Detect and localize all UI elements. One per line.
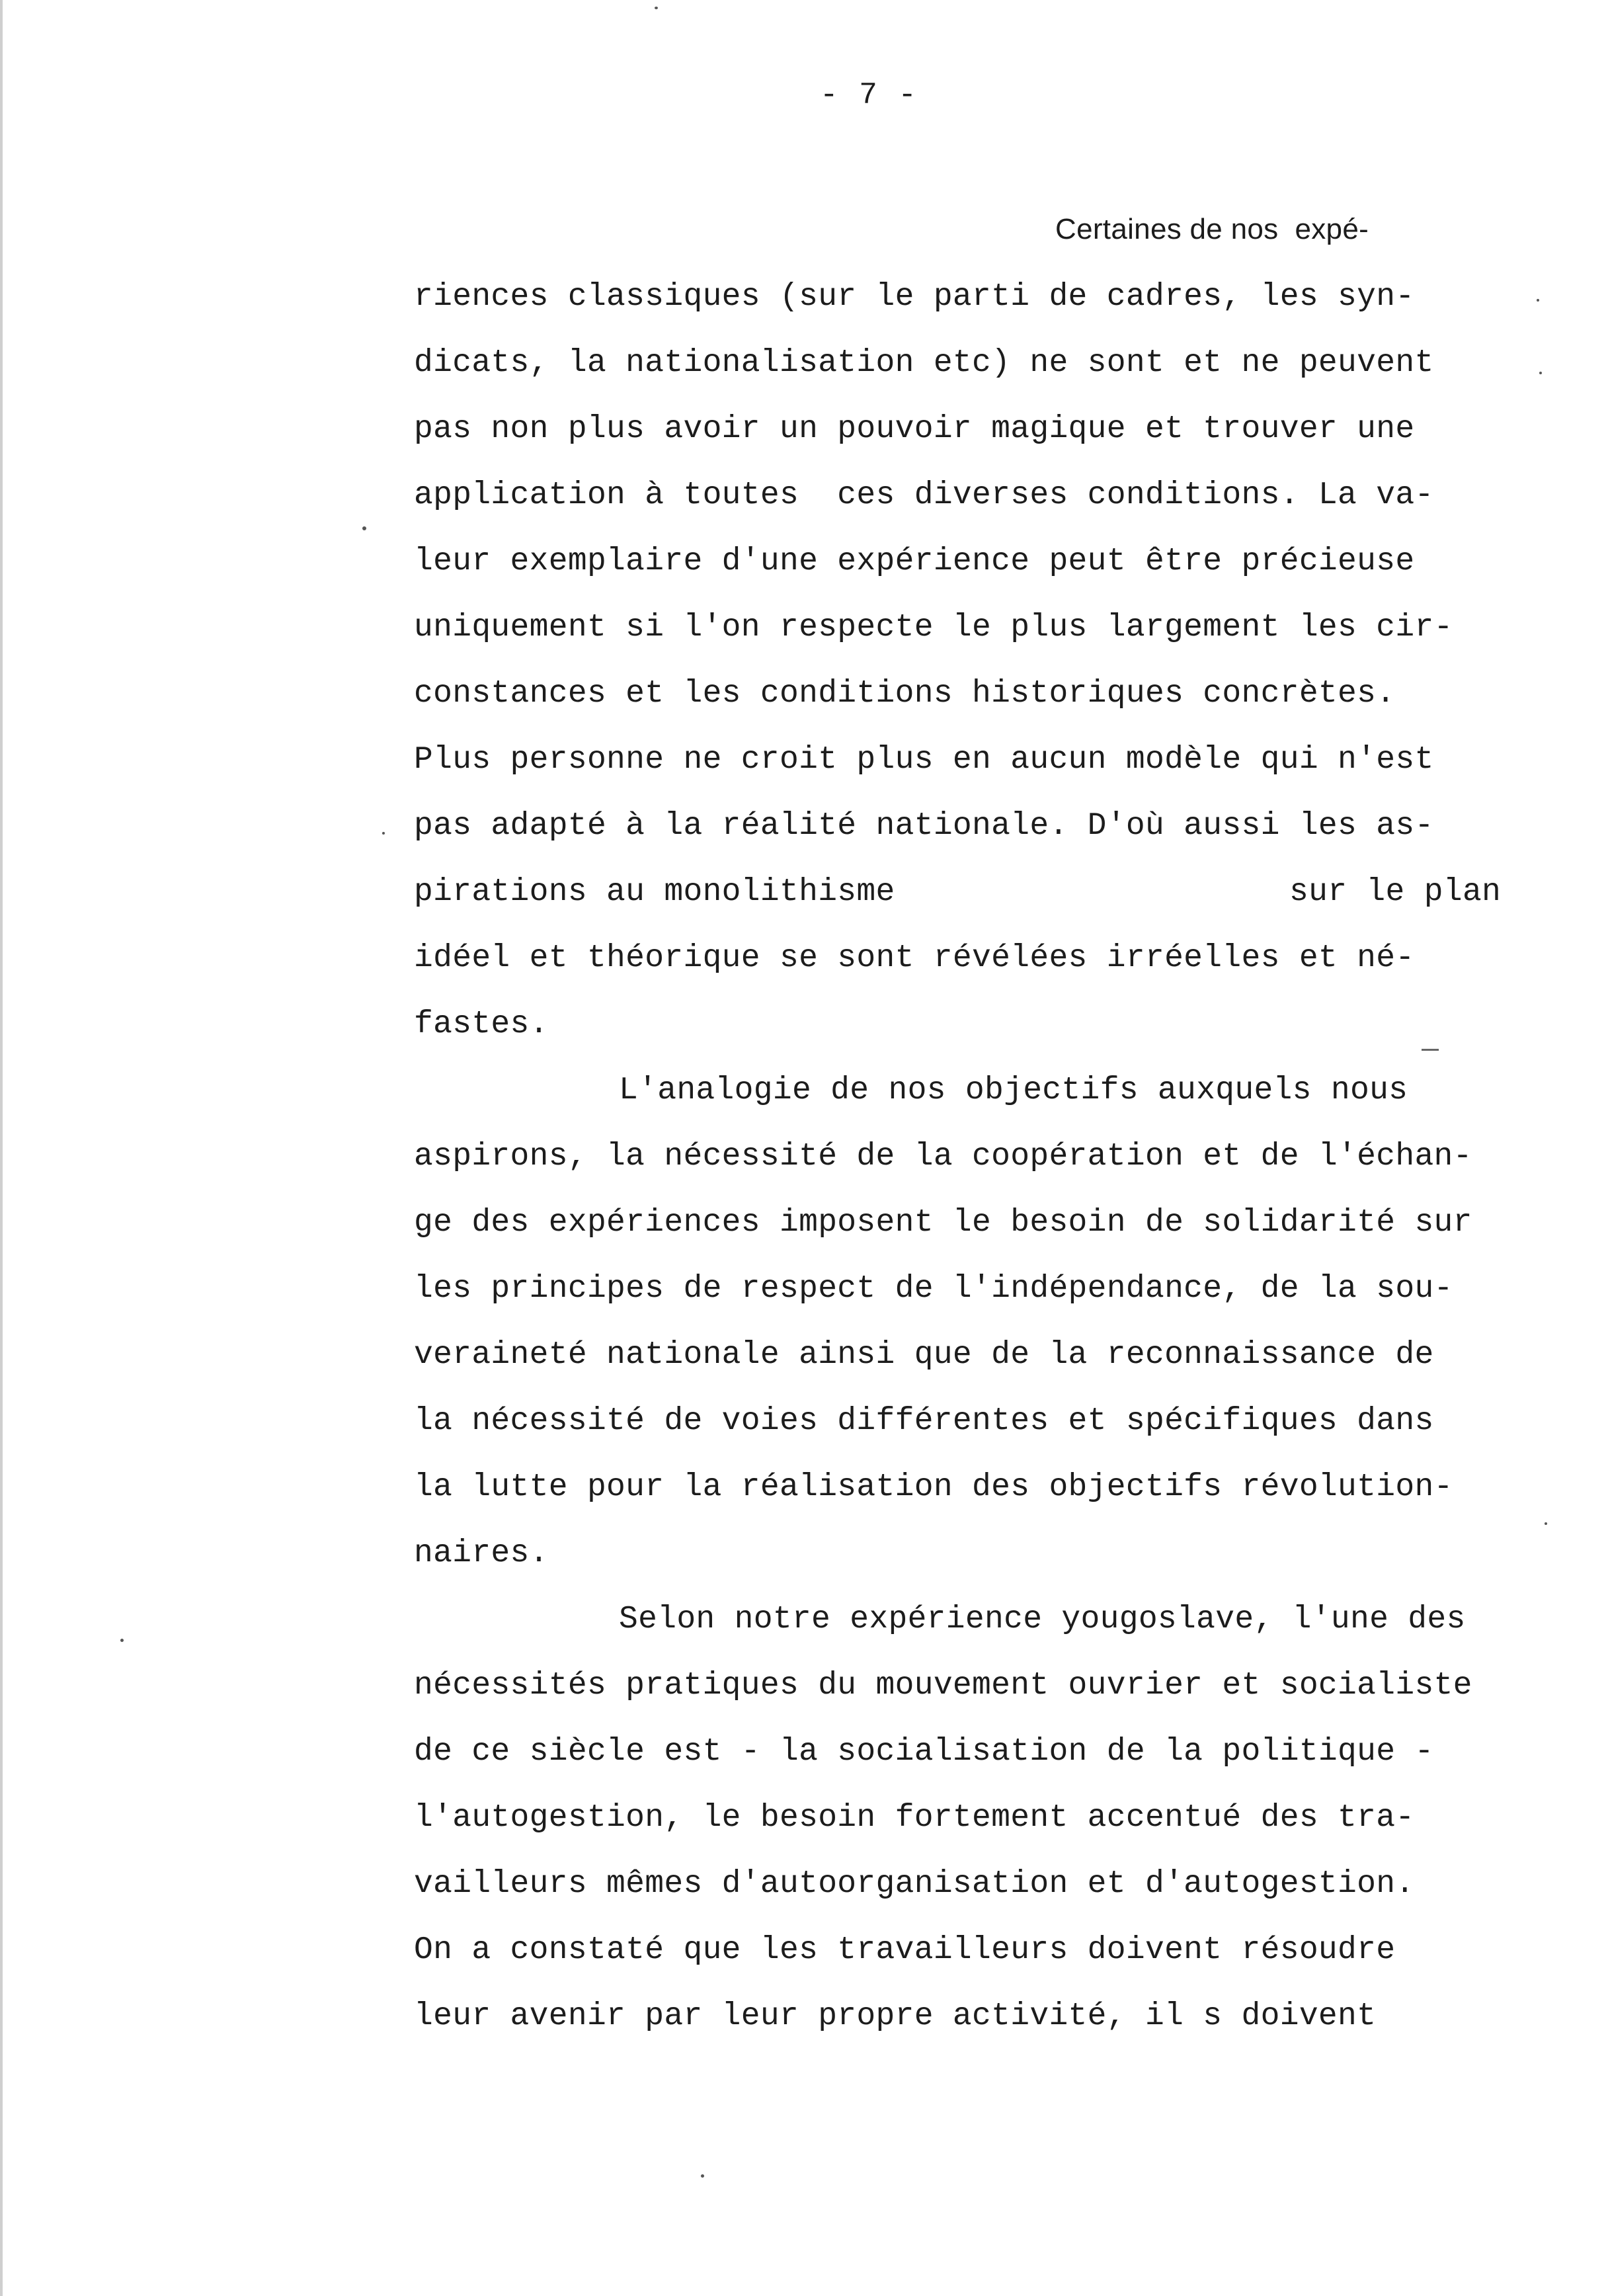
text-line: naires.: [414, 1536, 549, 1571]
scan-speck: [1539, 372, 1542, 374]
text-line: la nécessité de voies différentes et spécifiques dans: [414, 1403, 1434, 1439]
text-line: la lutte pour la réalisation des objectifs révolution-: [414, 1469, 1453, 1505]
text-line: pirations au monolithisme: [414, 874, 895, 910]
text-line: vailleurs mêmes d'autoorganisation et d'autogestion.: [414, 1866, 1415, 1902]
scan-speck: [655, 7, 658, 9]
text-line: leur avenir par leur propre activité, il s doivent: [414, 1998, 1377, 2034]
page-number: - 7 -: [820, 78, 918, 112]
text-line: application à toutes ces diverses conditions. La va-: [414, 477, 1434, 513]
text-line: Certaines de nos expé-: [1055, 213, 1369, 245]
text-line: aspirons, la nécessité de la coopération et de l'échan-: [414, 1139, 1472, 1174]
text-line: l'autogestion, le besoin fortement accentué des tra-: [414, 1800, 1415, 1836]
text-line: idéel et théorique se sont révélées irréelles et né-: [414, 940, 1415, 976]
scan-speck: [120, 1639, 124, 1642]
scan-speck: [362, 526, 366, 530]
text-line: constances et les conditions historiques concrètes.: [414, 676, 1396, 712]
scan-speck: [1537, 299, 1539, 302]
text-line: L'analogie de nos objectifs auxquels nous: [619, 1073, 1408, 1108]
text-line: nécessités pratiques du mouvement ouvrier et socialiste: [414, 1668, 1472, 1703]
text-line: les principes de respect de l'indépendance, de la sou-: [414, 1271, 1453, 1307]
scan-speck: [701, 2174, 704, 2178]
page-left-edge: [0, 0, 3, 2296]
text-line: pas adapté à la réalité nationale. D'où aussi les as-: [414, 808, 1434, 844]
text-line: dicats, la nationalisation etc) ne sont et ne peuvent: [414, 345, 1434, 381]
text-line: On a constaté que les travailleurs doivent résoudre: [414, 1932, 1396, 1968]
text-line: ge des expériences imposent le besoin de solidarité sur: [414, 1205, 1472, 1241]
scan-mark: [1422, 1049, 1439, 1051]
text-line: Selon notre expérience yougoslave, l'une des: [619, 1602, 1466, 1637]
text-line: riences classiques (sur le parti de cadres, les syn-: [414, 279, 1415, 315]
text-line: uniquement si l'on respecte le plus largement les cir-: [414, 610, 1453, 645]
text-line: de ce siècle est - la socialisation de la politique -: [414, 1734, 1434, 1770]
text-line: pas non plus avoir un pouvoir magique et trouver une: [414, 411, 1415, 447]
scan-speck: [382, 832, 385, 835]
text-line: fastes.: [414, 1006, 549, 1042]
text-line: veraineté nationale ainsi que de la reconnaissance de: [414, 1337, 1434, 1373]
scan-speck: [1545, 1522, 1547, 1525]
text-line: leur exemplaire d'une expérience peut être précieuse: [414, 544, 1415, 579]
text-line: Plus personne ne croit plus en aucun modèle qui n'est: [414, 742, 1434, 778]
text-line: sur le plan: [1289, 874, 1502, 910]
